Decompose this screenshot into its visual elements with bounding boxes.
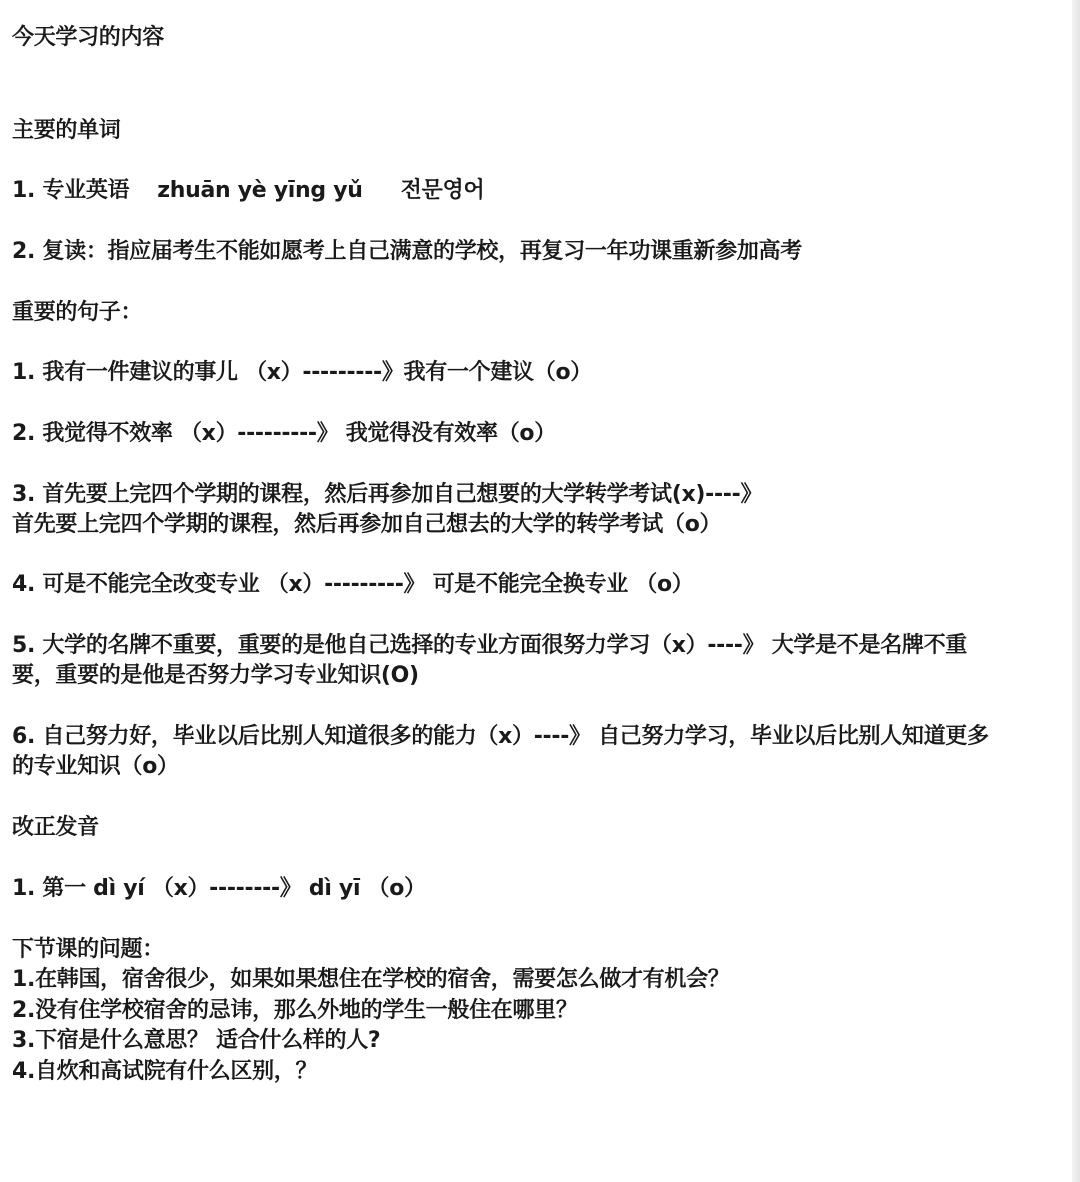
sentence-6-line-2: 的专业知识（o） [12, 754, 179, 779]
vocab-term: 1. 专业英语 [12, 178, 130, 203]
sentence-3-line-1: 3. 首先要上完四个学期的课程，然后再参加自己想要的大学转学考试(x)----》 [12, 482, 763, 507]
pronunciation-1: 1. 第一 dì yí （x）--------》 dì yī （o） [12, 876, 426, 901]
question-2: 2.没有住学校宿舍的忌讳，那么外地的学生一般住在哪里？ [12, 998, 578, 1023]
sentence-5-line-2: 要，重要的是他是否努力学习专业知识(O) [12, 663, 419, 688]
vocab-pinyin: zhuān yè yīng yǔ [157, 178, 363, 203]
question-1: 1.在韩国，宿舍很少，如果如果想住在学校的宿舍，需要怎么做才有机会？ [12, 967, 730, 992]
question-3: 3.下宿是什么意思？ 适合什么样的人? [12, 1028, 381, 1053]
page-edge-shadow [1072, 0, 1080, 1182]
sentence-1: 1. 我有一件建议的事儿 （x）---------》我有一个建议（o） [12, 360, 592, 385]
sentences-heading: 重要的句子： [12, 300, 143, 325]
questions-heading: 下节课的问题： [12, 937, 164, 962]
sentence-2: 2. 我觉得不效率 （x）---------》 我觉得没有效率（o） [12, 421, 556, 446]
vocab-item-2: 2. 复读：指应届考生不能如愿考上自己满意的学校，再复习一年功课重新参加高考 [12, 239, 802, 264]
sentence-4: 4. 可是不能完全改变专业 （x）---------》 可是不能完全换专业 （o） [12, 572, 694, 597]
sentence-5-line-1: 5. 大学的名牌不重要，重要的是他自己选择的专业方面很努力学习（x）----》 大学是不是名牌不重 [12, 633, 968, 658]
sentence-3-line-2: 首先要上完四个学期的课程，然后再参加自己想去的大学的转学考试（o） [12, 512, 722, 537]
document-title: 今天学习的内容 [12, 25, 164, 50]
vocab-item-1 [12, 176, 1072, 206]
vocab-heading: 主要的单词 [12, 118, 121, 143]
pronunciation-heading: 改正发音 [12, 815, 99, 840]
vocab-korean: 전문영어 [400, 178, 485, 203]
sentence-6-line-1: 6. 自己努力好，毕业以后比别人知道很多的能力（x）----》 自己努力学习，毕业以后比别人知道更多 [12, 724, 989, 749]
question-4: 4.自炊和高试院有什么区别，？ [12, 1059, 318, 1084]
